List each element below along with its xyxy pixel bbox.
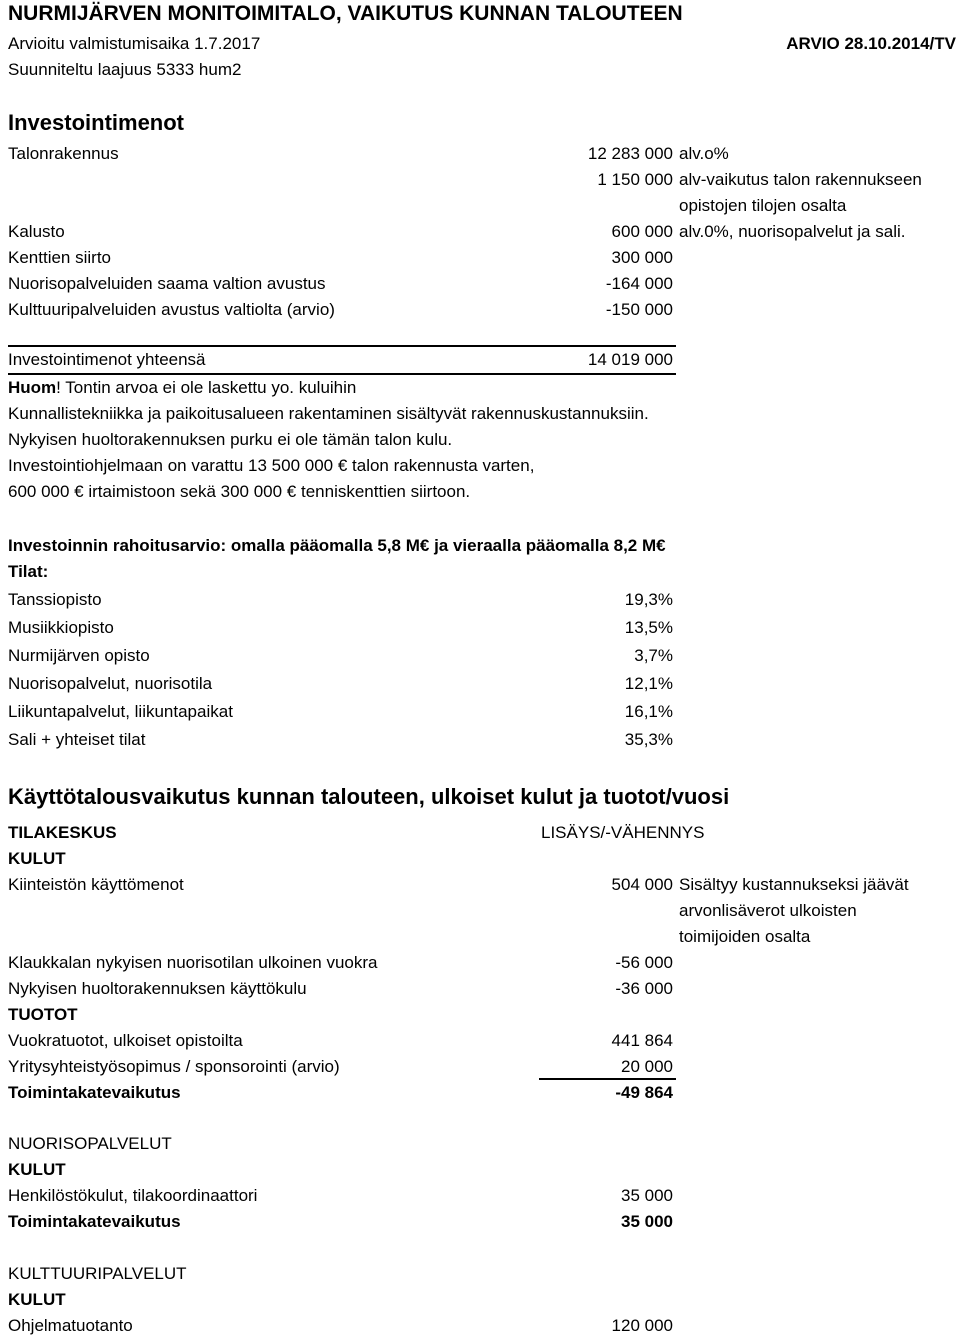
income-label: TUOTOT (8, 1005, 78, 1024)
income-row-value: 20 000 (621, 1057, 673, 1076)
cost-label: Kiinteistön käyttömenot (8, 875, 184, 894)
row-label: Kulttuuripalveluiden avustus valtiolta (arvio) (8, 300, 335, 319)
row-value: -164 000 (605, 274, 673, 293)
note-line: Investointiohjelmaan on varattu 13 500 000 € talon rakennusta varten, (8, 456, 535, 475)
row-label: Nuorisopalveluiden saama valtion avustus (8, 274, 326, 293)
cost-note: arvonlisäverot ulkoisten (679, 901, 857, 920)
row-value: 1 150 000 (597, 170, 673, 189)
completion-date: Arvioitu valmistumisaika 1.7.2017 (8, 34, 261, 53)
space-label: Musiikkiopisto (8, 618, 114, 637)
row-label: Talonrakennus (8, 144, 119, 163)
row-note: alv-vaikutus talon rakennukseen (679, 170, 922, 189)
row-value: 12 283 000 (587, 144, 673, 163)
cost-note: Sisältyy kustannukseksi jäävät (679, 875, 909, 894)
cost-value: 120 000 (611, 1316, 673, 1335)
note-bold: Huom (8, 378, 57, 397)
space-label: Tanssiopisto (8, 590, 102, 609)
change-column-header: LISÄYS/-VÄHENNYS (541, 823, 705, 842)
investments-total-label: Investointimenot yhteensä (8, 350, 206, 369)
cost-label: Henkilöstökulut, tilakoordinaattori (8, 1186, 258, 1205)
row-note: opistojen tilojen osalta (679, 196, 847, 215)
cost-value: -36 000 (615, 979, 673, 998)
space-label: Liikuntapalvelut, liikuntapaikat (8, 702, 233, 721)
costs-label: KULUT (8, 849, 66, 868)
nuoriso-title: NUORISOPALVELUT (8, 1134, 172, 1153)
estimate-date: ARVIO 28.10.2014/TV (786, 34, 956, 53)
space-label: Sali + yhteiset tilat (8, 730, 146, 749)
row-note: alv.0%, nuorisopalvelut ja sali. (679, 222, 906, 241)
space-label: Nurmijärven opisto (8, 646, 150, 665)
cost-label: Klaukkalan nykyisen nuorisotilan ulkoinen vuokra (8, 953, 378, 972)
costs-label: KULUT (8, 1160, 66, 1179)
space-share: 19,3% (624, 590, 673, 609)
space-label: Nuorisopalvelut, nuorisotila (8, 674, 213, 693)
cost-label: Nykyisen huoltorakennuksen käyttökulu (8, 979, 307, 998)
investments-heading: Investointimenot (8, 110, 185, 135)
nuoriso-effect-value: 35 000 (621, 1212, 673, 1231)
cost-value: 35 000 (621, 1186, 673, 1205)
note-line: 600 000 € irtaimistoon sekä 300 000 € tenniskenttien siirtoon. (8, 482, 471, 501)
total-bottom-rule (8, 373, 676, 375)
note-line: Nykyisen huoltorakennuksen purku ei ole tämän talon kulu. (8, 430, 453, 449)
row-value: 600 000 (611, 222, 673, 241)
total-top-rule (8, 345, 676, 347)
kulttuuri-title: KULTTUURIPALVELUT (8, 1264, 187, 1283)
space-share: 13,5% (624, 618, 673, 637)
space-share: 35,3% (624, 730, 673, 749)
income-row-value: 441 864 (611, 1031, 673, 1050)
document-title: NURMIJÄRVEN MONITOIMITALO, VAIKUTUS KUNNAN TALOUTEEN (8, 2, 683, 25)
financing-heading: Investoinnin rahoitusarvio: omalla pääomalla 5,8 M€ ja vieraalla pääomalla 8,2 M€ (8, 536, 666, 555)
note-line: Kunnallistekniikka ja paikoitusalueen rakentaminen sisältyvät rakennuskustannuksiin. (8, 404, 649, 423)
row-note: alv.o% (679, 144, 729, 163)
costs-label: KULUT (8, 1290, 66, 1309)
cost-note: toimijoiden osalta (679, 927, 811, 946)
space-share: 16,1% (624, 702, 673, 721)
nuoriso-effect-label: Toimintakatevaikutus (8, 1212, 181, 1231)
space-share: 12,1% (624, 674, 673, 693)
row-value: -150 000 (605, 300, 673, 319)
planned-size: Suunniteltu laajuus 5333 hum2 (8, 60, 242, 79)
tilakeskus-title: TILAKESKUS (8, 823, 117, 842)
row-label: Kalusto (8, 222, 65, 241)
tilakeskus-effect-label: Toimintakatevaikutus (8, 1083, 181, 1102)
spaces-label: Tilat: (8, 562, 49, 581)
row-value: 300 000 (611, 248, 673, 267)
income-row-label: Yritysyhteistyösopimus / sponsorointi (arvio) (8, 1057, 340, 1076)
row-label: Kenttien siirto (8, 248, 111, 267)
investments-total-value: 14 019 000 (587, 350, 673, 369)
tilakeskus-effect-value: -49 864 (615, 1083, 673, 1102)
operating-heading: Käyttötalousvaikutus kunnan talouteen, ulkoiset kulut ja tuotot/vuosi (8, 784, 730, 809)
cost-label: Ohjelmatuotanto (8, 1316, 133, 1335)
income-row-label: Vuokratuotot, ulkoiset opistoilta (8, 1031, 243, 1050)
note-rest: ! Tontin arvoa ei ole laskettu yo. kuluihin (56, 378, 357, 397)
cost-value: -56 000 (615, 953, 673, 972)
space-share: 3,7% (634, 646, 673, 665)
sum-rule (539, 1078, 676, 1080)
land-value-note (8, 378, 356, 398)
cost-value: 504 000 (611, 875, 673, 894)
